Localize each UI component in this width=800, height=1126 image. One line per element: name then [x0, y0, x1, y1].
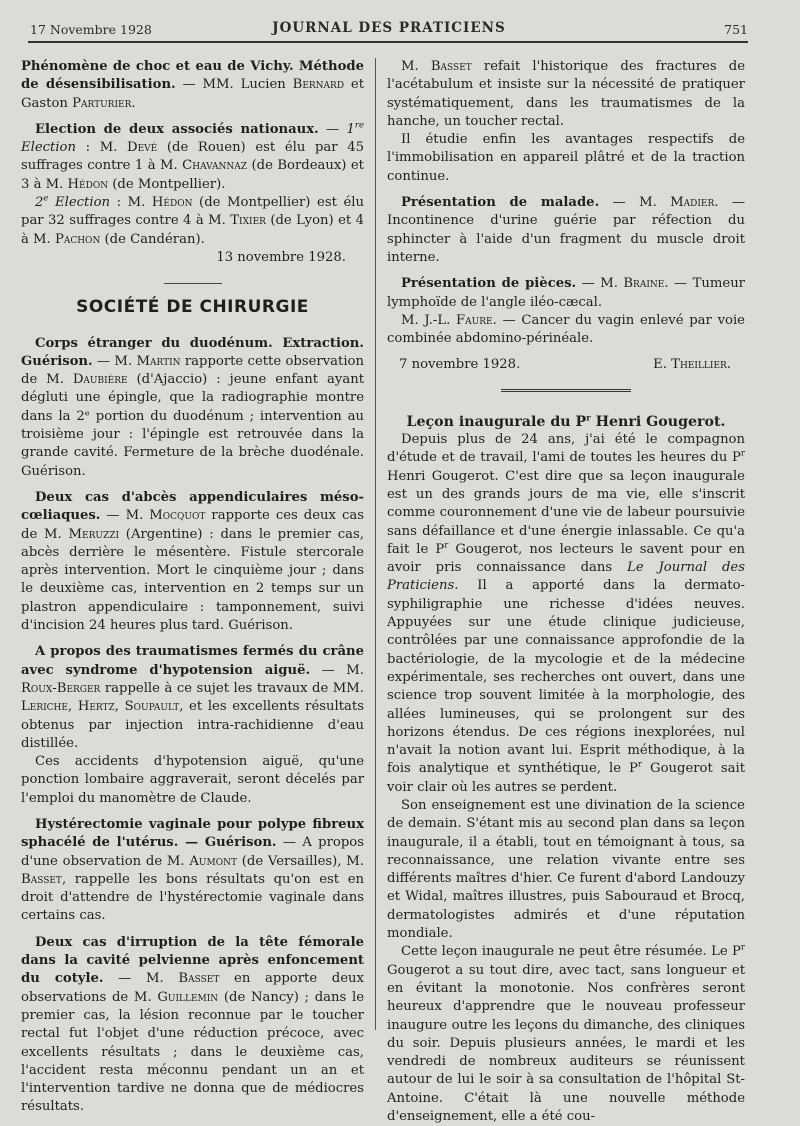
paragraph-hysterectomie: Hystérectomie vaginale pour polype fibreux sphacélé de l'utérus. — Guérison. — A propos d'une observation de M. Aumont (de Versailles), M. Basset, rappelle les bons résultats qu'on est en droit d'attendre de l'hystérectomie vaginale dans certains cas.: [21, 816, 364, 924]
paragraph-election-1: Election de deux associés nationaux. — 1re Election : M. Devé (de Rouen) est élu par 45 suffrages contre 1 à M. Chavannaz (de Bordeaux) et 3 à M. Hédon (de Montpellier).: [21, 120, 364, 192]
date-13-novembre: 13 novembre 1928.: [216, 249, 346, 265]
paragraph-lecture-3: Cette leçon inaugurale ne peut être résumée. Le $P^r$ Gougerot a su tout dire, avec tact, sans longueur et en évitant la monotonie. Nos confrères seront heureux d'apprendre que le nouveau professeur inaugure outre les leçons du dimanche, des cliniques du soir. Depuis plusieurs années, le mardi et les vendredi de nombreux auditeurs se réunissent autour de lui le soir à sa consultation de l'hôpital St-Antoine. C'était là une nouvelle méthode d'enseignement, elle a été cou-: [387, 942, 745, 1125]
paragraph-hypotension: Ces accidents d'hypotension aiguë, qu'une ponction lombaire aggraverait, seront décelés par l'emploi du manomètre de Claude.: [21, 754, 364, 806]
section-title: SOCIÉTÉ DE CHIRURGIE: [76, 297, 309, 318]
lecture-title: Leçon inaugurale du $P^r$ Henri Gougerot.: [406, 413, 726, 430]
paragraph-lecture-2: Son enseignement est une divination de la science de demain. S'étant mis au second plan dans sa leçon inaugurale, il a établi, tout en témoignant à tous, sa reconnaissance, une relation vivante entre ses différents maîtres d'hier. Ce furent d'abord Landouzy et Widal, maîtres illustres, puis Sabouraud et Brocq, dermatologistes admirés et d'une réputation mondiale.: [387, 797, 745, 942]
date-7-novembre: 7 novembre 1928.: [399, 357, 521, 373]
page-number: 751: [724, 22, 748, 37]
header-date: 17 Novembre 1928: [30, 22, 152, 37]
paragraph-lecture-1: Depuis plus de 24 ans, j'ai été le compagnon d'étude et de travail, l'ami de toutes les heures du $P^r$ Henri Gougerot. C'est dire que sa leçon inaugurale est un des grands jours de ma vie, elle s'inscrit comme couronnement d'une vie de labeur poursuivie sans défaillance et d'une énergie inlassable. Ce qu'a fait le $P^r$ Gougerot, nos lecteurs le savent pour en avoir pris connaissance dans Le Journal des Praticiens. Il a apporté dans la dermato-syphiligraphie une richesse d'idées neuves. Appuyées sur une étude clinique judicieuse, contrôlées par une connaissance approfondie de la bactériologie, de la mycologie et de la médecine expérimentale, ses recherches ont ouvert, dans une science trop souvent limitée à la morphologie, des allées lumineuses, qui se prolongent sur des horizons étendus. De ces régions inexplorées, nul n'avait la notion avant lui. Esprit méthodique, à la fois analytique et synthétique, le $P^r$ Gougerot sait voir clair où les autres se perdent.: [387, 432, 745, 795]
paragraph-abces: Deux cas d'abcès appendiculaires méso-cœliaques. — M. Mocquot rapporte ces deux cas de M. Meruzzi (Argentine) : dans le premier cas, abcès derrière le mésentère. Fistule stercorale après intervention. Mort le cinquième jour ; dans le deuxième cas, intervention en 2 temps sur un plastron appendiculaire : tamponnement, suivi d'incision 24 heures plus tard. Guérison.: [21, 489, 364, 634]
paragraph-tete-femorale: Deux cas d'irruption de la tête fémorale dans la cavité pelvienne après enfoncement du cotyle. — M. Basset en apporte deux observations de M. Guillemin (de Nancy) ; dans le premier cas, la lésion reconnue par le toucher rectal fut l'objet d'une réduction précoce, avec excellents résultats ; dans le deuxième cas, l'accident resta méconnu pendant un an et l'intervention tardive ne donna que de médiocres résultats.: [21, 934, 364, 1115]
paragraph-cancer-vagin: M. J.-L. Faure. — Cancer du vagin enlevé par voie combinée abdomino-périnéale.: [387, 312, 745, 347]
double-separator: [501, 389, 631, 395]
paragraph-presentation-malade: Présentation de malade. — M. Madier. — Incontinence d'urine guérie par réfection du sphincter à l'aide d'un fragment du muscle droit interne.: [387, 195, 746, 265]
journal-title: JOURNAL DES PRATICIENS: [272, 20, 506, 36]
paragraph-vichy: Phénomène de choc et eau de Vichy. Méthode de désensibilisation. — MM. Lucien Bernard et Gaston Parturier.: [21, 59, 364, 111]
left-column: [21, 58, 364, 1117]
paragraph-election-2: 2e Election : M. Hédon (de Montpellier) est élu par 32 suffrages contre 4 à M. Tixier (de Lyon) et 4 à M. Pachon (de Candéran).: [21, 193, 364, 247]
paragraph-presentation-pieces: Présentation de pièces. — M. Braine. — Tumeur lymphoïde de l'angle iléo-cæcal.: [387, 276, 745, 310]
paragraph-acetabulum: M. Basset refait l'historique des fractures de l'acétabulum et insiste sur la nécessité de pratiquer systématiquement, dans les traumatismes de la hanche, un toucher rectal.: [387, 59, 746, 129]
column-divider: [375, 58, 376, 1030]
signature: E. Theillier.: [653, 357, 731, 373]
page-header: [30, 20, 748, 40]
paragraph-immobilisation: Il étudie enfin les avantages respectifs de l'immobilisation en appareil plâtré et de la traction continue.: [387, 132, 745, 184]
paragraph-duodenum: Corps étranger du duodénum. Extraction. Guérison. — M. Martin rapporte cette observation de M. Daubière (d'Ajaccio) : jeune enfant ayant dégluti une épingle, que la radiographie montre dans la 2ᵉ portion du duodénum ; intervention au troisième jour : l'épingle est retrouvée dans la grande cavité. Fermeture de la brèche duodénale. Guérison.: [21, 335, 365, 479]
section-separator: [164, 283, 222, 284]
header-rule: [28, 41, 748, 43]
paragraph-crane: A propos des traumatismes fermés du crâne avec syndrome d'hypotension aiguë. — M. Roux-Berger rappelle à ce sujet les travaux de MM. Leriche, Hertz, Soupault, et les excellents résultats obtenus par injection intra-rachidienne d'eau distillée.: [21, 644, 364, 751]
date-signature-line: [387, 356, 745, 374]
right-column: [387, 58, 745, 1126]
